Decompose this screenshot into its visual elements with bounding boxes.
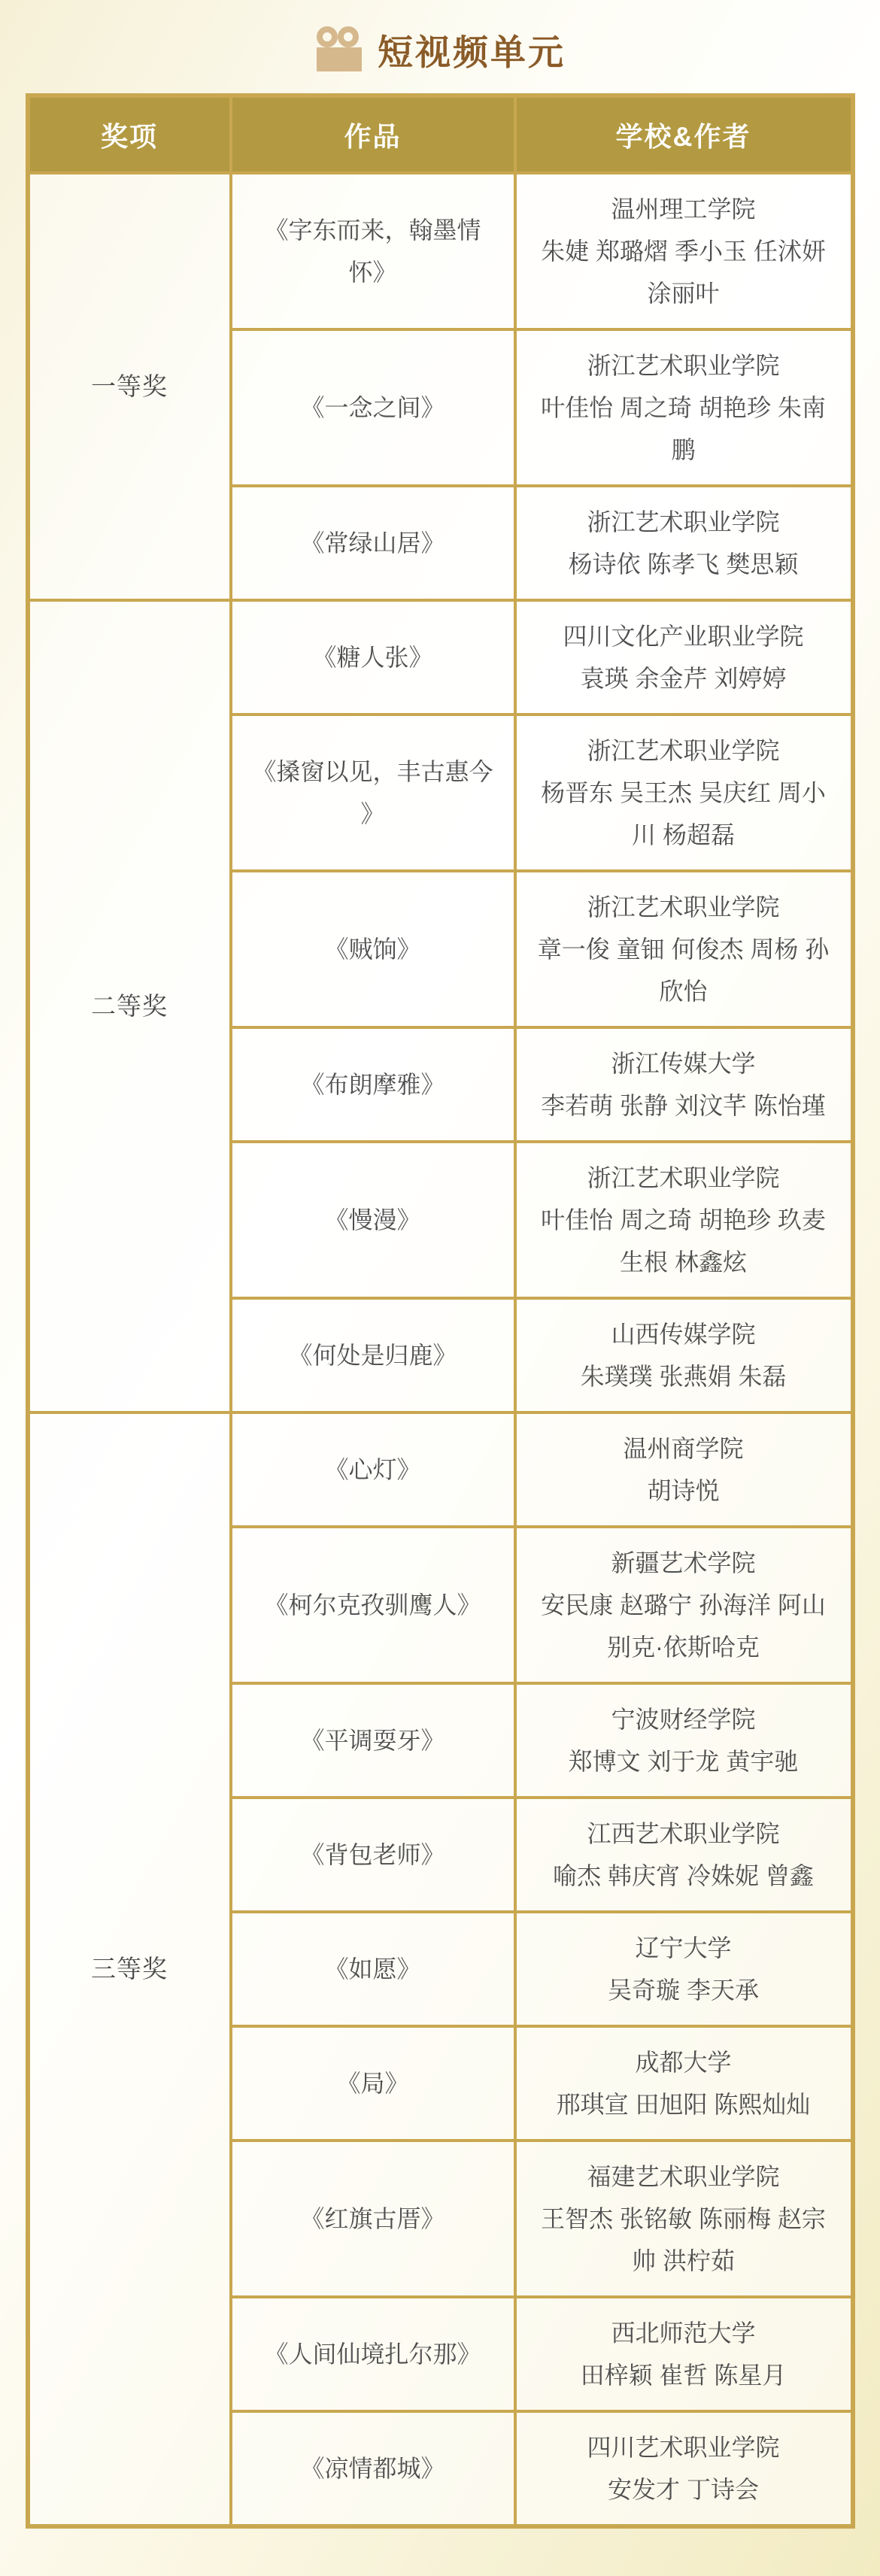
school-name: 成都大学: [635, 2049, 732, 2076]
school-author-cell: [515, 1683, 853, 1798]
work-cell: 《字东而来，翰墨情怀》: [231, 173, 515, 329]
work-cell: 《心灯》: [231, 1412, 515, 1527]
work-cell: 《常绿山居》: [231, 486, 515, 600]
authors: 叶佳怡 周之琦 胡艳珍 玖麦生根 林鑫炫: [541, 1206, 826, 1276]
work-cell: 《糖人张》: [231, 600, 515, 715]
work-cell: 《红旗古厝》: [231, 2141, 515, 2297]
school-name: 山西传媒学院: [611, 1321, 756, 1348]
school-name: 浙江艺术职业学院: [587, 508, 780, 536]
authors: 杨诗依 陈孝飞 樊思颖: [568, 551, 799, 578]
school-name: 四川艺术职业学院: [587, 2434, 780, 2461]
work-cell: 《何处是归鹿》: [231, 1298, 515, 1412]
authors: 朱璞璞 张燕娟 朱磊: [580, 1363, 787, 1390]
school-name: 西北师范大学: [611, 2320, 756, 2347]
authors: 叶佳怡 周之琦 胡艳珍 朱南鹏: [541, 394, 826, 463]
authors: 章一俊 童钿 何俊杰 周杨 孙欣怡: [537, 936, 830, 1005]
work-cell: 《背包老师》: [231, 1798, 515, 1912]
school-author-cell: [515, 715, 853, 871]
work-cell: 《人间仙境扎尔那》: [231, 2297, 515, 2411]
award-cell-first-prize: 一等奖: [28, 173, 231, 600]
school-author-cell: [515, 871, 853, 1027]
page-title: 短视频单元: [378, 32, 566, 72]
authors: 胡诗悦: [647, 1477, 720, 1504]
school-author-cell: [515, 2411, 853, 2526]
page-title-bar: [0, 0, 880, 87]
work-cell: 《局》: [231, 2026, 515, 2141]
school-name: 江西艺术职业学院: [587, 1820, 780, 1847]
work-cell: 《柯尔克孜驯鹰人》: [231, 1527, 515, 1683]
school-name: 浙江艺术职业学院: [587, 1164, 780, 1191]
table-row: [28, 600, 853, 715]
school-name: 温州理工学院: [611, 196, 756, 223]
authors: 王智杰 张铭敏 陈丽梅 赵宗帅 洪柠茹: [541, 2205, 826, 2274]
award-cell-third-prize: 三等奖: [28, 1412, 231, 2526]
school-name: 四川文化产业职业学院: [563, 623, 804, 650]
school-name: 浙江艺术职业学院: [587, 737, 780, 764]
header-col-school-author: 学校&作者: [515, 96, 853, 173]
school-author-cell: [515, 600, 853, 715]
award-cell-second-prize: 二等奖: [28, 600, 231, 1412]
work-cell: 《平调耍牙》: [231, 1683, 515, 1798]
school-author-cell: [515, 173, 853, 329]
authors: 安民康 赵璐宁 孙海洋 阿山别克·依斯哈克: [541, 1591, 826, 1661]
school-author-cell: [515, 486, 853, 600]
school-author-cell: [515, 1298, 853, 1412]
school-name: 福建艺术职业学院: [587, 2163, 780, 2190]
work-cell: 《搡窗以见，丰古惠今 》: [231, 715, 515, 871]
school-author-cell: [515, 2297, 853, 2411]
school-author-cell: [515, 1527, 853, 1683]
film-camera-icon: [314, 26, 364, 73]
school-author-cell: [515, 1027, 853, 1142]
work-cell: 《布朗摩雅》: [231, 1027, 515, 1142]
authors: 吴奇璇 李天承: [608, 1977, 759, 2004]
authors: 朱婕 郑璐熠 季小玉 任沭妍 涂丽叶: [541, 238, 826, 307]
school-author-cell: [515, 329, 853, 486]
school-author-cell: [515, 1412, 853, 1527]
table-row: [28, 1412, 853, 1527]
school-name: 辽宁大学: [635, 1934, 732, 1962]
authors: 郑博文 刘于龙 黄宇驰: [568, 1748, 799, 1775]
school-name: 温州商学院: [623, 1435, 744, 1462]
authors: 喻杰 韩庆宵 冷姝妮 曾鑫: [553, 1862, 814, 1889]
header-col-work: 作品: [231, 96, 515, 173]
authors: 邢琪宣 田旭阳 陈熙灿灿: [556, 2091, 811, 2118]
table-row: [28, 173, 853, 329]
school-author-cell: [515, 1798, 853, 1912]
school-name: 浙江艺术职业学院: [587, 894, 780, 921]
school-name: 新疆艺术学院: [611, 1549, 756, 1576]
work-cell: 《一念之间》: [231, 329, 515, 486]
authors: 袁瑛 余金芹 刘婷婷: [580, 665, 787, 692]
school-name: 浙江传媒大学: [611, 1050, 756, 1077]
header-col-award: 奖项: [28, 96, 231, 173]
award-results-table: [26, 93, 855, 2529]
school-author-cell: [515, 2026, 853, 2141]
authors: 安发才 丁诗会: [608, 2476, 759, 2503]
authors: 李若萌 张静 刘汶芊 陈怡瑾: [541, 1092, 826, 1119]
authors: 杨晋东 吴王杰 吴庆红 周小川 杨超磊: [541, 779, 826, 848]
header-row: [28, 96, 853, 173]
school-name: 宁波财经学院: [611, 1706, 756, 1733]
school-author-cell: [515, 1142, 853, 1298]
work-cell: 《贼饷》: [231, 871, 515, 1027]
school-name: 浙江艺术职业学院: [587, 352, 780, 379]
work-cell: 《凉情都城》: [231, 2411, 515, 2526]
work-cell: 《慢漫》: [231, 1142, 515, 1298]
school-author-cell: [515, 2141, 853, 2297]
authors: 田梓颖 崔哲 陈星月: [580, 2362, 787, 2389]
school-author-cell: [515, 1912, 853, 2026]
work-cell: 《如愿》: [231, 1912, 515, 2026]
